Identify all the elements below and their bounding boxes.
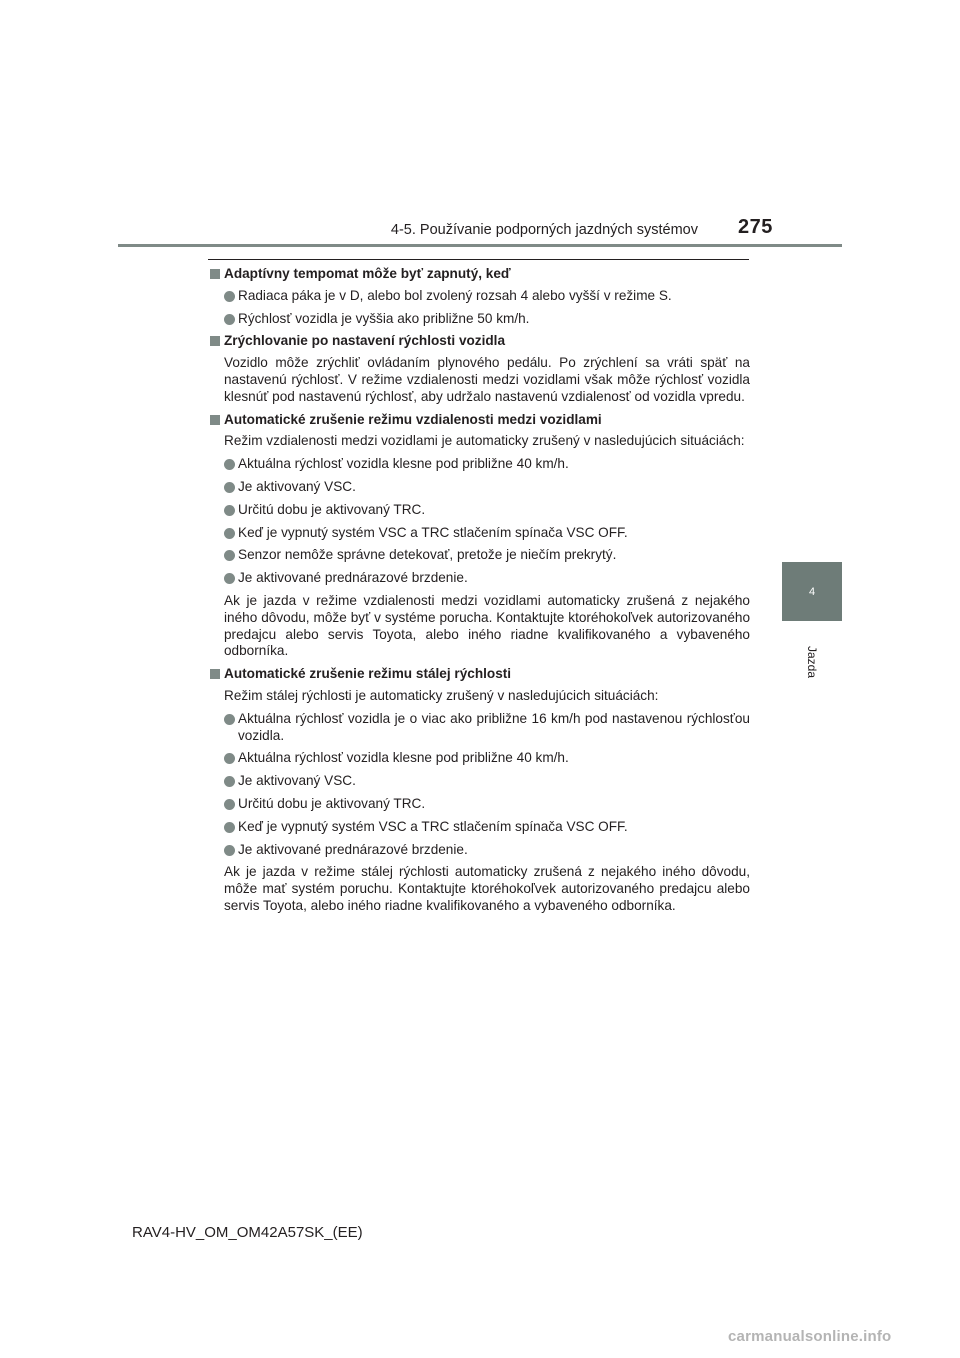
bullet-text: Určitú dobu je aktivovaný TRC. [238, 795, 426, 811]
bullet-text: Radiaca páka je v D, alebo bol zvolený rozsah 4 alebo vyšší v režime S. [238, 287, 672, 303]
paragraph: Vozidlo môže zrýchliť ovládaním plynového pedálu. Po zrýchlení sa vráti späť na nastavenú rýchlosť. V režime vzdialenosti medzi vozidlami však môže rýchlosť vozidla klesnúť pod nastavenú rýchlosť, aby udržalo nastavenú vzdialenosť od vozidla vpredu. [224, 355, 750, 404]
round-bullet-icon [224, 314, 235, 325]
bullet-item [208, 796, 750, 813]
document-code: RAV4-HV_OM_OM42A57SK_(EE) [132, 1224, 363, 1241]
bullet-text: Keď je vypnutý systém VSC a TRC stlačením spínača VSC OFF. [238, 818, 628, 834]
paragraph: Režim vzdialenosti medzi vozidlami je automaticky zrušený v nasledujúcich situáciách: [224, 433, 745, 449]
site-watermark: carmanualsonline.info [728, 1328, 892, 1345]
chapter-label: Jazda [805, 645, 819, 679]
bullet-text: Rýchlosť vozidla je vyššia ako približne 50 km/h. [238, 310, 530, 326]
section-heading-text: Adaptívny tempomat môže byť zapnutý, keď [224, 266, 511, 281]
bullet-text: Je aktivovaný VSC. [238, 478, 356, 494]
section-heading-text: Automatické zrušenie režimu vzdialenosti medzi vozidlami [224, 411, 602, 427]
bullet-item [208, 311, 750, 328]
square-bullet-icon [210, 336, 220, 346]
round-bullet-icon [224, 776, 235, 787]
bullet-text: Určitú dobu je aktivovaný TRC. [238, 501, 426, 517]
content-rule [208, 259, 749, 260]
bullet-item [208, 525, 750, 542]
bullet-text: Aktuálna rýchlosť vozidla je o viac ako približne 16 km/h pod nastavenou rýchlosťou vozidla. [238, 710, 750, 743]
round-bullet-icon [224, 505, 235, 516]
bullet-item [208, 819, 750, 836]
round-bullet-icon [224, 482, 235, 493]
bullet-item [208, 456, 750, 473]
section-heading [208, 666, 750, 683]
bullet-text: Senzor nemôže správne detekovať, pretože je niečím prekrytý. [238, 547, 617, 563]
bullet-item [208, 547, 750, 564]
round-bullet-icon [224, 714, 235, 725]
square-bullet-icon [210, 415, 220, 425]
round-bullet-icon [224, 845, 235, 856]
bullet-item [208, 842, 750, 859]
round-bullet-icon [224, 459, 235, 470]
bullet-text: Je aktivovaný VSC. [238, 773, 356, 789]
round-bullet-icon [224, 550, 235, 561]
paragraph: Ak je jazda v režime stálej rýchlosti automaticky zrušená z nejakého iného dôvodu, môže mať systém poruchu. Kontaktujte ktoréhokoľvek autorizovaného predajcu alebo servis Toyota, alebo iného riadne kvalifikovaného a vybaveného odborníka. [224, 864, 750, 913]
bullet-item [208, 479, 750, 496]
round-bullet-icon [224, 528, 235, 539]
section-heading-text: Automatické zrušenie režimu stálej rýchlosti [224, 666, 512, 682]
bullet-text: Je aktivované prednárazové brzdenie. [238, 841, 468, 857]
bullet-item [208, 288, 750, 305]
bullet-item [208, 711, 750, 745]
round-bullet-icon [224, 753, 235, 764]
section-heading [208, 333, 750, 350]
bullet-item [208, 570, 750, 587]
header-rule [118, 244, 842, 247]
paragraph: Režim stálej rýchlosti je automaticky zrušený v nasledujúcich situáciách: [224, 687, 659, 703]
chapter-number: 4 [808, 585, 816, 598]
section-heading [208, 412, 750, 429]
bullet-text: Je aktivované prednárazové brzdenie. [238, 570, 468, 586]
round-bullet-icon [224, 573, 235, 584]
bullet-item [208, 750, 750, 767]
bullet-text: Aktuálna rýchlosť vozidla klesne pod približne 40 km/h. [238, 750, 569, 766]
round-bullet-icon [224, 822, 235, 833]
section-heading [208, 266, 750, 283]
chapter-tab[interactable] [782, 562, 842, 621]
square-bullet-icon [210, 269, 220, 279]
page-content [208, 266, 750, 921]
section-heading-text: Zrýchlovanie po nastavení rýchlosti vozidla [224, 333, 506, 349]
header-title: 4-5. Používanie podporných jazdných systémov [390, 222, 698, 238]
round-bullet-icon [224, 291, 235, 302]
bullet-text: Aktuálna rýchlosť vozidla klesne pod približne 40 km/h. [238, 456, 569, 472]
page-number: 275 [738, 216, 773, 238]
round-bullet-icon [224, 799, 235, 810]
square-bullet-icon [210, 669, 220, 679]
paragraph: Ak je jazda v režime vzdialenosti medzi vozidlami automaticky zrušená z nejakého iného dôvodu, môže byť v systéme porucha. Kontaktujte ktoréhokoľvek autorizovaného predajcu alebo servis Toyota, alebo iného riadne kvalifikovaného a vybaveného odborníka. [224, 592, 750, 659]
bullet-item [208, 773, 750, 790]
bullet-text: Keď je vypnutý systém VSC a TRC stlačením spínača VSC OFF. [238, 524, 628, 540]
bullet-item [208, 502, 750, 519]
